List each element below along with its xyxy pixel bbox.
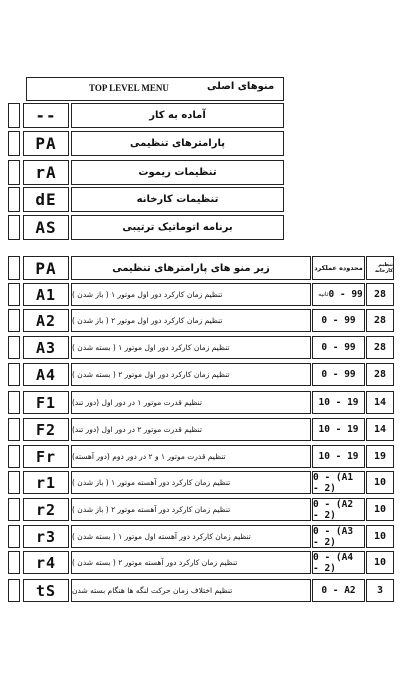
parameter-code-display: A3 [23,336,69,359]
factory-default-value: 10 [366,471,394,494]
parameter-code-display: A4 [23,363,69,386]
parameter-code-display: r1 [23,471,69,494]
parameter-range [312,283,365,306]
button-icon [8,363,20,386]
button-icon [8,215,20,240]
parameter-range [312,363,365,386]
parameter-range [312,445,365,468]
default-column-header: تنظیم کارخانه [366,256,394,280]
parameter-description[interactable]: تنظیم قدرت موتور ۲ در دور اول (دور تند) [71,418,311,441]
main-menu-item[interactable]: تنظیمات کارخانه [71,187,284,212]
parameter-description[interactable]: تنظیم زمان کارکرد دور اول موتور ۲ ( باز شدن ) [71,309,311,332]
parameter-range [312,498,365,521]
range-column-header: محدوده عملکرد [312,256,365,280]
submenu-title: زیر منو های پارامترهای تنظیمی [71,256,311,280]
parameter-code-display: r3 [23,525,69,548]
parameter-description[interactable]: تنظیم قدرت موتور ۱ و ۲ در دور دوم (دور آهسته) [71,445,311,468]
parameter-range [312,309,365,332]
button-icon [8,336,20,359]
parameter-description[interactable]: تنظیم اختلاف زمان حرکت لنگه ها هنگام بسته شدن [71,579,311,602]
factory-default-value: 28 [366,309,394,332]
factory-default-value: 10 [366,551,394,574]
parameter-description[interactable]: تنظیم زمان کارکرد دور آهسته موتور ۲ ( باز شدن ) [71,498,311,521]
submenu-code-display: PA [23,256,69,280]
button-icon [8,283,20,306]
range-value: 0 - (A2 - 2) [313,498,354,521]
factory-default-value: 14 [366,418,394,441]
button-icon [8,471,20,494]
range-value: 0 - 99 [321,369,356,380]
button-icon [8,525,20,548]
menu-code-display: AS [23,215,69,240]
parameter-code-display: F1 [23,391,69,414]
button-icon [8,498,20,521]
factory-default-value: 3 [366,579,394,602]
range-value: 10 - 19 [318,397,359,408]
factory-default-value: 28 [366,283,394,306]
main-menu-item[interactable]: پارامترهای تنظیمی [71,131,284,156]
range-value: 10 - 19 [318,451,359,462]
parameter-code-display: F2 [23,418,69,441]
parameter-code-display: Fr [23,445,69,468]
menu-code-display: rA [23,160,69,185]
parameter-range [312,551,365,574]
range-unit: ثانیه [318,291,329,298]
main-menu-item[interactable]: آماده به کار [71,103,284,128]
parameter-description[interactable]: تنظیم قدرت موتور ۱ در دور اول (دور تند) [71,391,311,414]
button-icon [8,309,20,332]
button-icon [8,160,20,185]
factory-default-value: 10 [366,498,394,521]
button-icon [8,103,20,128]
range-value: 0 - 99 [321,315,356,326]
range-value: 0 - A2 [321,585,356,596]
parameter-code-display: r4 [23,551,69,574]
factory-default-value: 28 [366,336,394,359]
parameter-description[interactable]: تنظیم زمان کارکرد دور اول موتور ۱ ( بسته شدن ) [71,336,311,359]
main-menu-title-fa: منوهای اصلی [207,81,275,92]
range-value: 10 - 19 [318,424,359,435]
button-icon [8,391,20,414]
range-value: 0 - 99 [328,289,363,300]
button-icon [8,418,20,441]
parameter-code-display: r2 [23,498,69,521]
parameter-code-display: A2 [23,309,69,332]
parameter-description[interactable]: تنظیم زمان کارکرد دور آهسته اول موتور ۱ ( بسته شدن ) [71,525,311,548]
button-icon [8,445,20,468]
parameter-range [312,471,365,494]
button-icon [8,579,20,602]
main-menu-item[interactable]: تنظیمات ریموت [71,160,284,185]
parameter-code-display: A1 [23,283,69,306]
factory-default-value: 28 [366,363,394,386]
menu-code-display: PA [23,131,69,156]
main-menu-item[interactable]: برنامه اتوماتیک ترتیبی [71,215,284,240]
parameter-range [312,418,365,441]
parameter-range [312,525,365,548]
range-value: 0 - (A3 - 2) [313,525,354,548]
factory-default-value: 14 [366,391,394,414]
parameter-code-display: tS [23,579,69,602]
main-menu-title-bar [26,77,284,101]
range-value: 0 - 99 [321,342,356,353]
parameter-range [312,336,365,359]
range-value: 0 - (A4 - 2) [313,551,354,574]
parameter-description[interactable]: تنظیم زمان کارکرد دور آهسته موتور ۲ ( بسته شدن ) [71,551,311,574]
main-menu-title-en: TOP LEVEL MENU [89,83,169,93]
menu-code-display: -- [23,103,69,128]
parameter-description[interactable]: تنظیم زمان کارکرد دور اول موتور ۱ ( باز شدن ) [71,283,311,306]
button-icon [8,551,20,574]
button-icon [8,256,20,280]
parameter-range [312,579,365,602]
parameter-description[interactable]: تنظیم زمان کارکرد دور اول موتور ۲ ( بسته شدن ) [71,363,311,386]
parameter-description[interactable]: تنظیم زمان کارکرد دور آهسته موتور ۱ ( باز شدن ) [71,471,311,494]
button-icon [8,131,20,156]
factory-default-value: 19 [366,445,394,468]
button-icon [8,187,20,212]
range-value: 0 - (A1 - 2) [313,471,354,494]
menu-code-display: dE [23,187,69,212]
parameter-range [312,391,365,414]
factory-default-value: 10 [366,525,394,548]
